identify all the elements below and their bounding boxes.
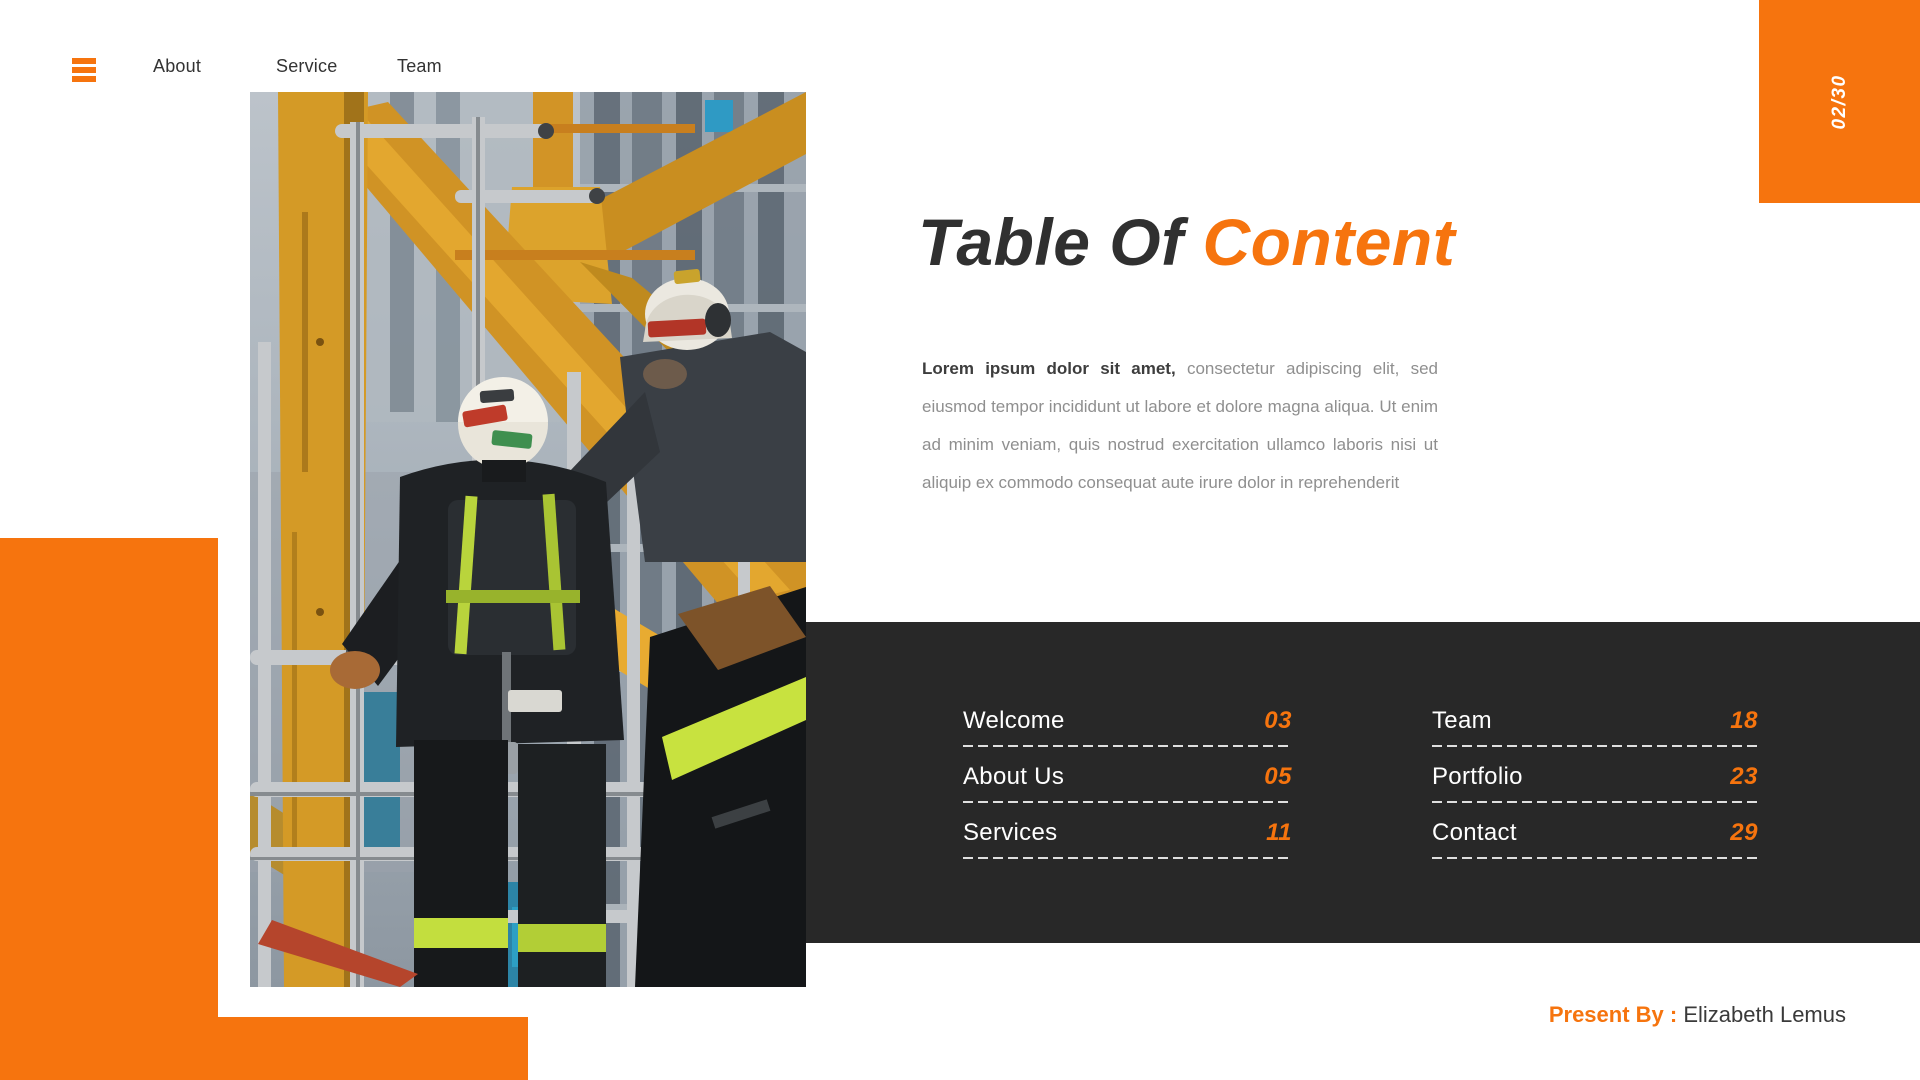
toc-item-page: 05 <box>1264 763 1292 790</box>
present-by-label: Present By : <box>1548 1002 1678 1027</box>
hamburger-bar <box>72 67 96 73</box>
toc-item-page: 18 <box>1730 707 1758 734</box>
toc-item-contact[interactable] <box>1432 819 1758 859</box>
author-name: Elizabeth Lemus <box>1683 1002 1846 1027</box>
toc-item-team[interactable] <box>1432 707 1758 747</box>
toc-item-label: About Us <box>963 763 1065 790</box>
toc-item-label: Services <box>963 819 1058 846</box>
toc-item-portfolio[interactable] <box>1432 763 1758 803</box>
nav-link-service[interactable]: Service <box>276 56 338 76</box>
construction-photo <box>250 92 806 987</box>
toc-item-label: Welcome <box>963 707 1065 734</box>
present-by-line <box>1549 1002 1846 1028</box>
intro-body: consectetur adipiscing elit, sed eiusmod tempor incididunt ut labore et dolore magna aliqua. Ut enim ad minim veniam, quis nostrud exercitation ullamco laboris nisi ut aliquip ex commodo consequat aute irure dolor in reprehenderit <box>922 359 1438 492</box>
toc-item-page: 23 <box>1730 763 1758 790</box>
hamburger-bar <box>72 76 96 82</box>
toc-item-label: Contact <box>1432 819 1517 846</box>
toc-item-label: Team <box>1432 707 1492 734</box>
intro-lead: Lorem ipsum dolor sit amet, <box>922 359 1176 378</box>
intro-paragraph <box>922 350 1438 502</box>
toc-column-right <box>1432 707 1758 875</box>
toc-item-page: 29 <box>1730 819 1758 846</box>
toc-item-label: Portfolio <box>1432 763 1523 790</box>
toc-item-page: 11 <box>1266 819 1292 846</box>
toc-item-page: 03 <box>1264 707 1292 734</box>
title-part-accent: Content <box>1202 205 1456 279</box>
nav-link-team[interactable]: Team <box>397 56 442 76</box>
decor-orange-rect <box>0 538 218 1080</box>
nav-link-about[interactable]: About <box>153 56 202 76</box>
toc-item-services[interactable] <box>963 819 1292 859</box>
toc-item-welcome[interactable] <box>963 707 1292 747</box>
toc-column-left <box>963 707 1292 875</box>
toc-panel <box>780 622 1920 943</box>
hamburger-menu-icon[interactable] <box>72 58 96 82</box>
decor-orange-bar <box>0 1017 528 1080</box>
hamburger-bar <box>72 58 96 64</box>
title-part-dark: Table Of <box>918 205 1184 279</box>
page-title <box>918 206 1455 278</box>
page-number-label: 02/30 <box>1828 73 1850 130</box>
page-number-tab <box>1759 0 1920 203</box>
toc-item-about-us[interactable] <box>963 763 1292 803</box>
